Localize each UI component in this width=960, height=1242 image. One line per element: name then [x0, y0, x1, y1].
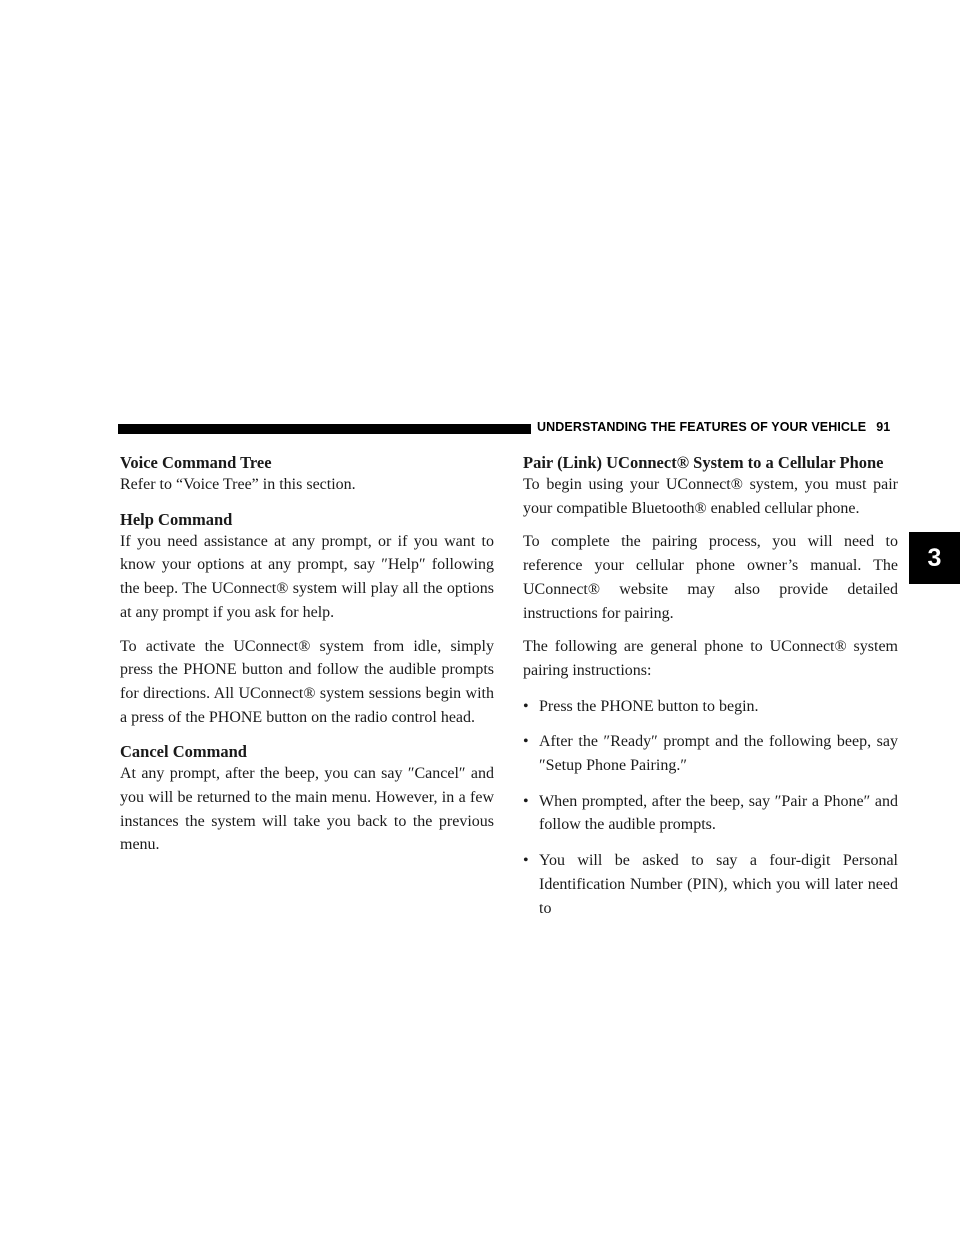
section-heading-pair-phone: Pair (Link) UConnect® System to a Cellular Phone	[523, 453, 884, 472]
paragraph: To complete the pairing process, you will need to reference your cellular phone owner’s manual. The UConnect® website may also provide detailed instructions for pairing.	[523, 533, 898, 622]
running-header	[537, 420, 909, 434]
paragraph: The following are general phone to UConnect® system pairing instructions:	[523, 638, 898, 679]
section-heading-voice-command-tree: Voice Command Tree	[120, 453, 272, 472]
bullet-icon: •	[523, 697, 529, 715]
paragraph: Refer to “Voice Tree” in this section.	[120, 476, 356, 493]
list-item	[523, 849, 898, 920]
section-heading-help-command: Help Command	[120, 509, 233, 529]
left-column	[120, 452, 494, 857]
header-title: UNDERSTANDING THE FEATURES OF YOUR VEHICLE	[537, 420, 867, 434]
list-item	[523, 695, 898, 719]
bullet-icon: •	[523, 852, 529, 870]
right-column	[523, 452, 898, 920]
chapter-tab: 3	[909, 532, 960, 584]
list-item	[523, 730, 898, 777]
paragraph: To activate the UConnect® system from idle, simply press the PHONE button and follow the audible prompts for directions. All UConnect® system sessions begin with a press of the PHONE button on the radio control head.	[120, 637, 494, 726]
list-item-text: When prompted, after the beep, say ″Pair a Phone″ and follow the audible prompts.	[539, 792, 898, 834]
paragraph: If you need assistance at any prompt, or if you want to know your options at any prompt, say ″Help″ following the beep. The UConnect® system will play all the options at any prompt if you ask for help.	[120, 532, 494, 621]
page-number: 91	[876, 420, 891, 434]
section-heading-cancel-command: Cancel Command	[120, 742, 247, 762]
list-item-text: You will be asked to say a four-digit Personal Identification Number (PIN), which you will later need to	[539, 852, 898, 917]
paragraph: To begin using your UConnect® system, you must pair your compatible Bluetooth® enabled cellular phone.	[523, 476, 898, 517]
bullet-icon: •	[523, 792, 529, 810]
list-item-text: Press the PHONE button to begin.	[539, 697, 759, 715]
paragraph: At any prompt, after the beep, you can say ″Cancel″ and you will be returned to the main menu. However, in a few instances the system will take you back to the previous menu.	[120, 765, 494, 854]
list-item	[523, 790, 898, 837]
header-rule	[118, 424, 531, 434]
bullet-icon: •	[523, 733, 529, 751]
list-item-text: After the ″Ready″ prompt and the following beep, say ″Setup Phone Pairing.″	[539, 733, 898, 775]
pairing-steps-list	[523, 695, 898, 921]
